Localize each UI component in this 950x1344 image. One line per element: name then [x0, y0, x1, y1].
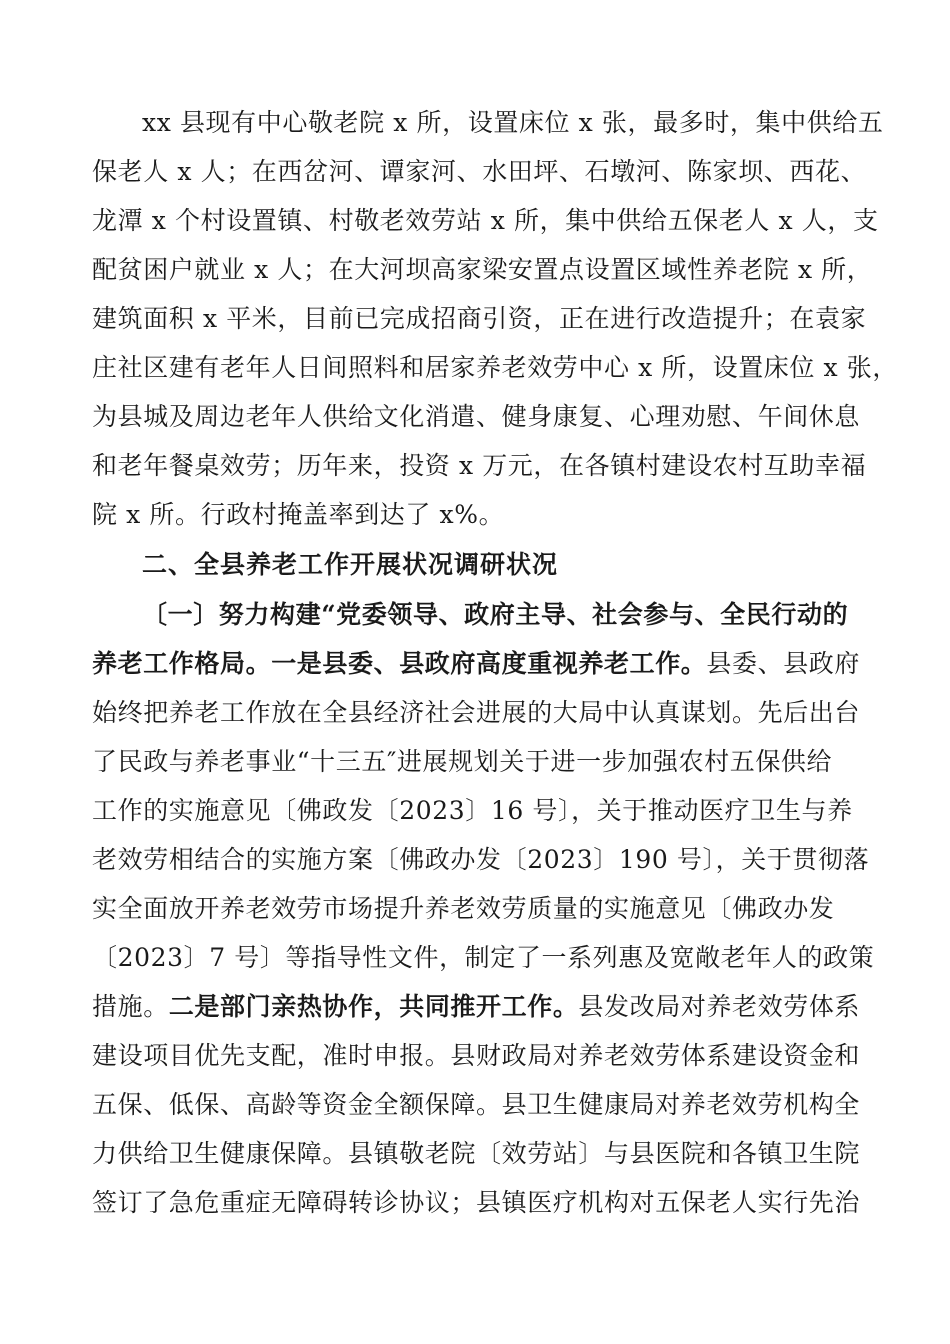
paragraph-1-line-4: 配贫困户就业 x 人；在大河坝高家梁安置点设置区域性养老院 x 所， — [92, 255, 873, 284]
paragraph-1-line-9: 院 x 所。行政村掩盖率到达了 x%。 — [92, 500, 505, 529]
bold-lead-sentence: 养老工作格局。一是县委、县政府高度重视养老工作。 — [92, 649, 707, 678]
paragraph-2-line-2: 养老工作格局。一是县委、县政府高度重视养老工作。县委、县政府 — [92, 649, 861, 678]
paragraph-2-line-7: 实全面放开养老效劳市场提升养老效劳质量的实施意见〔佛政办发 — [92, 894, 835, 923]
paragraph-1-line-8: 和老年餐桌效劳；历年来，投资 x 万元，在各镇村建设农村互助幸福 — [92, 451, 867, 480]
section-heading: 二、全县养老工作开展状况调研状况 — [142, 550, 559, 579]
paragraph-2-line-4: 了民政与养老事业“十三五″进展规划关于进一步加强农村五保供给 — [92, 747, 833, 776]
paragraph-2-line-13: 签订了急危重症无障碍转诊协议；县镇医疗机构对五保老人实行先治 — [92, 1188, 861, 1217]
paragraph-2-line-5: 工作的实施意见〔佛政发〔2023〕16 号〕，关于推动医疗卫生与养 — [92, 796, 853, 825]
paragraph-1-line-2: 保老人 x 人；在西岔河、谭家河、水田坪、石墩河、陈家坝、西花、 — [92, 157, 867, 186]
bold-second-point: 二是部门亲热协作，共同推开工作。 — [168, 992, 579, 1021]
paragraph-2-line-9: 措施。二是部门亲热协作，共同推开工作。县发改局对养老效劳体系 — [92, 992, 861, 1021]
paragraph-1-line-1: xx 县现有中心敬老院 x 所，设置床位 x 张，最多时，集中供给五 — [142, 108, 884, 137]
paragraph-2-line-8: 〔2023〕7 号〕等指导性文件，制定了一系列惠及宽敞老年人的政策 — [92, 943, 875, 972]
paragraph-2-line-11: 五保、低保、高龄等资金全额保障。县卫生健康局对养老效劳机构全 — [92, 1090, 861, 1119]
paragraph-2-line-1: 〔一〕努力构建“党委领导、政府主导、社会参与、全民行动的 — [142, 600, 849, 629]
paragraph-2-line-6: 老效劳相结合的实施方案〔佛政办发〔2023〕190 号〕，关于贯彻落 — [92, 845, 870, 874]
paragraph-2-line-10: 建设项目优先支配，准时申报。县财政局对养老效劳体系建设资金和 — [92, 1041, 861, 1070]
paragraph-1-line-3: 龙潭 x 个村设置镇、村敬老效劳站 x 所，集中供给五保老人 x 人，支 — [92, 206, 879, 235]
paragraph-1-line-6: 庄社区建有老年人日间照料和居家养老效劳中心 x 所，设置床位 x 张， — [92, 353, 898, 382]
paragraph-1-line-7: 为县城及周边老年人供给文化消遣、健身康复、心理劝慰、午间休息 — [92, 402, 861, 431]
paragraph-1-line-5: 建筑面积 x 平米，目前已完成招商引资，正在进行改造提升；在袁家 — [92, 304, 867, 333]
paragraph-2-line-3: 始终把养老工作放在全县经济社会进展的大局中认真谋划。先后出台 — [92, 698, 861, 727]
paragraph-2-line-12: 力供给卫生健康保障。县镇敬老院〔效劳站〕与县医院和各镇卫生院 — [92, 1139, 861, 1168]
